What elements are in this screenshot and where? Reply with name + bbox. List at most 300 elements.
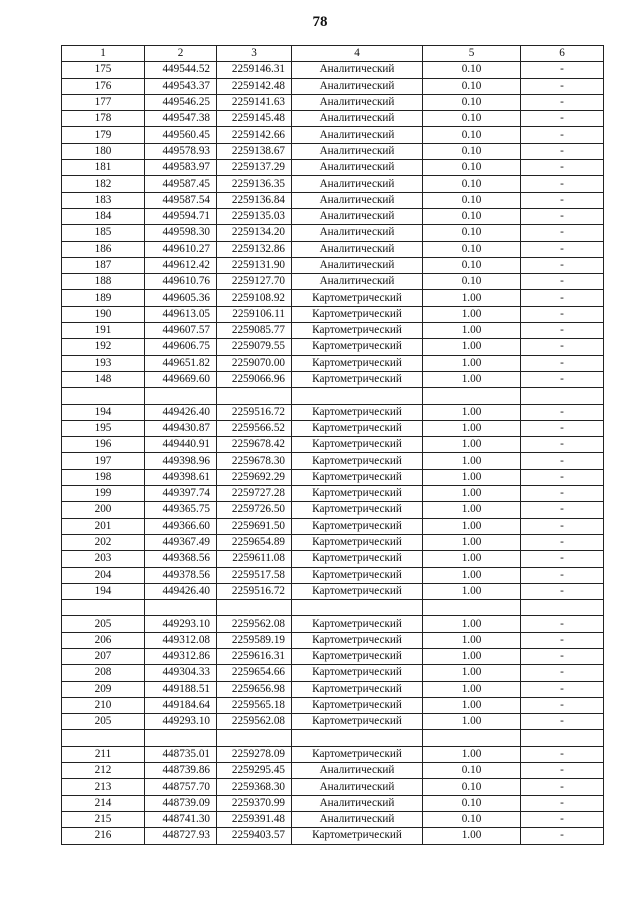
table-row xyxy=(62,697,604,713)
table-header xyxy=(62,46,604,62)
cell-point-number: 205 xyxy=(62,616,145,632)
cell-x-coordinate: 449304.33 xyxy=(145,665,217,681)
cell-y-coordinate: 2259131.90 xyxy=(217,257,292,273)
cell-accuracy: 1.00 xyxy=(423,828,521,844)
cell-x-coordinate: 449607.57 xyxy=(145,323,217,339)
cell-note: - xyxy=(521,681,604,697)
cell-method: Картометрический xyxy=(292,697,423,713)
cell-method: Картометрический xyxy=(292,714,423,730)
cell-x-coordinate: 448739.86 xyxy=(145,763,217,779)
cell-method: Картометрический xyxy=(292,551,423,567)
cell-x-coordinate: 449612.42 xyxy=(145,257,217,273)
cell-x-coordinate: 449546.25 xyxy=(145,94,217,110)
cell-point-number: 207 xyxy=(62,648,145,664)
cell-note: - xyxy=(521,208,604,224)
table-row xyxy=(62,746,604,762)
cell-accuracy: 1.00 xyxy=(423,502,521,518)
cell-note: - xyxy=(521,763,604,779)
cell-x-coordinate: 449366.60 xyxy=(145,518,217,534)
cell-method: Картометрический xyxy=(292,616,423,632)
cell-note: - xyxy=(521,225,604,241)
cell-point-number: 184 xyxy=(62,208,145,224)
table-row xyxy=(62,127,604,143)
cell-accuracy: 1.00 xyxy=(423,697,521,713)
table-row xyxy=(62,763,604,779)
table-row xyxy=(62,371,604,387)
cell-note: - xyxy=(521,583,604,599)
table-row xyxy=(62,567,604,583)
cell-y-coordinate: 2259070.00 xyxy=(217,355,292,371)
cell-x-coordinate: 449367.49 xyxy=(145,534,217,550)
cell-x-coordinate: 449606.75 xyxy=(145,339,217,355)
cell-x-coordinate: 449378.56 xyxy=(145,567,217,583)
cell-y-coordinate: 2259565.18 xyxy=(217,697,292,713)
cell-method: Картометрический xyxy=(292,632,423,648)
cell-accuracy: 1.00 xyxy=(423,290,521,306)
cell-note: - xyxy=(521,437,604,453)
cell-accuracy: 1.00 xyxy=(423,551,521,567)
cell-note: - xyxy=(521,160,604,176)
cell-accuracy: 1.00 xyxy=(423,681,521,697)
cell-y-coordinate: 2259566.52 xyxy=(217,420,292,436)
cell-point-number: 206 xyxy=(62,632,145,648)
cell-note: - xyxy=(521,665,604,681)
header-row xyxy=(62,46,604,62)
cell-y-coordinate: 2259106.11 xyxy=(217,306,292,322)
cell-x-coordinate: 449397.74 xyxy=(145,486,217,502)
cell-method: Аналитический xyxy=(292,127,423,143)
cell-x-coordinate: 449651.82 xyxy=(145,355,217,371)
cell-method: Аналитический xyxy=(292,763,423,779)
cell-point-number: 186 xyxy=(62,241,145,257)
cell-point-number: 201 xyxy=(62,518,145,534)
cell-note: - xyxy=(521,697,604,713)
cell-point-number: 192 xyxy=(62,339,145,355)
cell-y-coordinate: 2259654.66 xyxy=(217,665,292,681)
cell-y-coordinate: 2259085.77 xyxy=(217,323,292,339)
cell-point-number: 183 xyxy=(62,192,145,208)
cell-method: Картометрический xyxy=(292,534,423,550)
cell-x-coordinate: 449544.52 xyxy=(145,62,217,78)
cell-y-coordinate: 2259127.70 xyxy=(217,274,292,290)
cell-y-coordinate: 2259391.48 xyxy=(217,811,292,827)
table-row xyxy=(62,518,604,534)
cell-point-number: 210 xyxy=(62,697,145,713)
cell-x-coordinate: 449368.56 xyxy=(145,551,217,567)
cell-method: Аналитический xyxy=(292,811,423,827)
column-header-6: 6 xyxy=(521,46,604,62)
cell-method: Картометрический xyxy=(292,746,423,762)
cell-note: - xyxy=(521,323,604,339)
cell-point-number: 198 xyxy=(62,469,145,485)
table-row xyxy=(62,551,604,567)
cell-note: - xyxy=(521,502,604,518)
cell-accuracy: 1.00 xyxy=(423,420,521,436)
table-row xyxy=(62,274,604,290)
cell-point-number: 216 xyxy=(62,828,145,844)
table-row xyxy=(62,388,604,404)
cell-note: - xyxy=(521,274,604,290)
cell-y-coordinate: 2259656.98 xyxy=(217,681,292,697)
cell-y-coordinate: 2259136.35 xyxy=(217,176,292,192)
table-row xyxy=(62,192,604,208)
cell-y-coordinate: 2259141.63 xyxy=(217,94,292,110)
cell-note: - xyxy=(521,94,604,110)
cell-y-coordinate: 2259691.50 xyxy=(217,518,292,534)
cell-y-coordinate: 2259370.99 xyxy=(217,795,292,811)
cell-x-coordinate: 449669.60 xyxy=(145,371,217,387)
cell-method: Картометрический xyxy=(292,583,423,599)
cell-point-number xyxy=(62,388,145,404)
coordinates-table xyxy=(61,45,604,845)
cell-note: - xyxy=(521,518,604,534)
table-row xyxy=(62,355,604,371)
column-header-2: 2 xyxy=(145,46,217,62)
cell-x-coordinate: 449293.10 xyxy=(145,616,217,632)
cell-method: Аналитический xyxy=(292,176,423,192)
cell-method: Аналитический xyxy=(292,225,423,241)
cell-method: Картометрический xyxy=(292,518,423,534)
table-row xyxy=(62,616,604,632)
table-row xyxy=(62,779,604,795)
cell-x-coordinate: 448741.30 xyxy=(145,811,217,827)
cell-y-coordinate xyxy=(217,730,292,746)
table-body xyxy=(62,62,604,844)
cell-method: Аналитический xyxy=(292,94,423,110)
cell-point-number: 213 xyxy=(62,779,145,795)
cell-x-coordinate: 449583.97 xyxy=(145,160,217,176)
cell-method: Аналитический xyxy=(292,241,423,257)
cell-note xyxy=(521,600,604,616)
cell-y-coordinate: 2259278.09 xyxy=(217,746,292,762)
cell-point-number: 202 xyxy=(62,534,145,550)
cell-point-number: 203 xyxy=(62,551,145,567)
cell-note: - xyxy=(521,257,604,273)
cell-note xyxy=(521,388,604,404)
cell-x-coordinate: 449560.45 xyxy=(145,127,217,143)
cell-note: - xyxy=(521,746,604,762)
cell-accuracy: 1.00 xyxy=(423,306,521,322)
cell-accuracy xyxy=(423,730,521,746)
cell-x-coordinate: 449312.08 xyxy=(145,632,217,648)
cell-y-coordinate: 2259136.84 xyxy=(217,192,292,208)
cell-method: Аналитический xyxy=(292,257,423,273)
cell-point-number: 197 xyxy=(62,453,145,469)
cell-method: Картометрический xyxy=(292,648,423,664)
cell-accuracy: 0.10 xyxy=(423,208,521,224)
cell-note: - xyxy=(521,534,604,550)
cell-x-coordinate: 449440.91 xyxy=(145,437,217,453)
table-row xyxy=(62,453,604,469)
cell-x-coordinate: 449188.51 xyxy=(145,681,217,697)
cell-accuracy: 1.00 xyxy=(423,355,521,371)
cell-accuracy: 1.00 xyxy=(423,469,521,485)
table-row xyxy=(62,404,604,420)
cell-accuracy: 0.10 xyxy=(423,127,521,143)
cell-accuracy: 1.00 xyxy=(423,339,521,355)
table-row xyxy=(62,795,604,811)
cell-method: Аналитический xyxy=(292,160,423,176)
column-header-3: 3 xyxy=(217,46,292,62)
cell-point-number: 215 xyxy=(62,811,145,827)
cell-x-coordinate: 449365.75 xyxy=(145,502,217,518)
table-row xyxy=(62,306,604,322)
cell-note: - xyxy=(521,192,604,208)
table-row xyxy=(62,143,604,159)
cell-note: - xyxy=(521,632,604,648)
cell-method xyxy=(292,600,423,616)
cell-note: - xyxy=(521,404,604,420)
cell-note: - xyxy=(521,143,604,159)
cell-point-number: 200 xyxy=(62,502,145,518)
cell-accuracy: 0.10 xyxy=(423,160,521,176)
page-number: 78 xyxy=(312,14,328,30)
cell-method: Картометрический xyxy=(292,306,423,322)
cell-method: Аналитический xyxy=(292,274,423,290)
cell-accuracy: 1.00 xyxy=(423,437,521,453)
cell-point-number: 187 xyxy=(62,257,145,273)
cell-point-number xyxy=(62,600,145,616)
cell-method: Аналитический xyxy=(292,143,423,159)
cell-y-coordinate: 2259616.31 xyxy=(217,648,292,664)
cell-accuracy: 0.10 xyxy=(423,78,521,94)
table-row xyxy=(62,160,604,176)
cell-y-coordinate: 2259692.29 xyxy=(217,469,292,485)
cell-note: - xyxy=(521,811,604,827)
cell-note: - xyxy=(521,616,604,632)
table-row xyxy=(62,111,604,127)
table-row xyxy=(62,339,604,355)
cell-x-coordinate: 449293.10 xyxy=(145,714,217,730)
cell-x-coordinate: 449547.38 xyxy=(145,111,217,127)
cell-point-number: 178 xyxy=(62,111,145,127)
cell-accuracy: 0.10 xyxy=(423,111,521,127)
cell-y-coordinate xyxy=(217,600,292,616)
table-row xyxy=(62,730,604,746)
cell-point-number: 208 xyxy=(62,665,145,681)
cell-method: Аналитический xyxy=(292,795,423,811)
cell-y-coordinate: 2259516.72 xyxy=(217,583,292,599)
cell-y-coordinate: 2259142.48 xyxy=(217,78,292,94)
cell-accuracy: 0.10 xyxy=(423,257,521,273)
cell-point-number: 194 xyxy=(62,583,145,599)
cell-note: - xyxy=(521,486,604,502)
cell-point-number: 195 xyxy=(62,420,145,436)
cell-y-coordinate: 2259678.30 xyxy=(217,453,292,469)
cell-accuracy: 1.00 xyxy=(423,486,521,502)
cell-method: Картометрический xyxy=(292,404,423,420)
cell-note: - xyxy=(521,714,604,730)
cell-point-number: 212 xyxy=(62,763,145,779)
cell-note: - xyxy=(521,648,604,664)
cell-x-coordinate: 449613.05 xyxy=(145,306,217,322)
column-header-1: 1 xyxy=(62,46,145,62)
cell-accuracy: 1.00 xyxy=(423,404,521,420)
cell-method: Аналитический xyxy=(292,78,423,94)
cell-y-coordinate: 2259134.20 xyxy=(217,225,292,241)
cell-accuracy: 0.10 xyxy=(423,94,521,110)
cell-y-coordinate: 2259562.08 xyxy=(217,714,292,730)
cell-accuracy: 1.00 xyxy=(423,518,521,534)
column-header-5: 5 xyxy=(423,46,521,62)
cell-point-number: 148 xyxy=(62,371,145,387)
cell-note: - xyxy=(521,469,604,485)
table-row xyxy=(62,648,604,664)
cell-x-coordinate: 449426.40 xyxy=(145,583,217,599)
cell-accuracy xyxy=(423,600,521,616)
cell-note: - xyxy=(521,420,604,436)
table-row xyxy=(62,600,604,616)
cell-y-coordinate: 2259611.08 xyxy=(217,551,292,567)
cell-note: - xyxy=(521,355,604,371)
cell-x-coordinate: 448739.09 xyxy=(145,795,217,811)
cell-point-number: 196 xyxy=(62,437,145,453)
cell-point-number: 185 xyxy=(62,225,145,241)
cell-method: Аналитический xyxy=(292,208,423,224)
cell-x-coordinate xyxy=(145,388,217,404)
cell-note: - xyxy=(521,795,604,811)
cell-method: Картометрический xyxy=(292,681,423,697)
table-row xyxy=(62,437,604,453)
cell-x-coordinate: 449587.54 xyxy=(145,192,217,208)
cell-y-coordinate: 2259517.58 xyxy=(217,567,292,583)
table-row xyxy=(62,811,604,827)
cell-method: Картометрический xyxy=(292,502,423,518)
cell-point-number: 204 xyxy=(62,567,145,583)
cell-accuracy: 0.10 xyxy=(423,274,521,290)
cell-accuracy: 0.10 xyxy=(423,779,521,795)
table-row xyxy=(62,257,604,273)
table-row xyxy=(62,828,604,844)
table-row xyxy=(62,583,604,599)
table-row xyxy=(62,323,604,339)
cell-x-coordinate: 449543.37 xyxy=(145,78,217,94)
cell-method: Картометрический xyxy=(292,290,423,306)
cell-note: - xyxy=(521,339,604,355)
cell-method: Картометрический xyxy=(292,420,423,436)
cell-x-coordinate: 449598.30 xyxy=(145,225,217,241)
cell-point-number xyxy=(62,730,145,746)
table-row xyxy=(62,290,604,306)
cell-x-coordinate: 448727.93 xyxy=(145,828,217,844)
cell-method: Аналитический xyxy=(292,192,423,208)
cell-note: - xyxy=(521,779,604,795)
cell-accuracy: 1.00 xyxy=(423,714,521,730)
cell-note: - xyxy=(521,62,604,78)
cell-x-coordinate: 449398.96 xyxy=(145,453,217,469)
table-row xyxy=(62,94,604,110)
cell-accuracy: 0.10 xyxy=(423,795,521,811)
cell-x-coordinate xyxy=(145,600,217,616)
cell-x-coordinate: 449578.93 xyxy=(145,143,217,159)
cell-point-number: 175 xyxy=(62,62,145,78)
cell-note: - xyxy=(521,127,604,143)
cell-y-coordinate: 2259142.66 xyxy=(217,127,292,143)
cell-method: Аналитический xyxy=(292,62,423,78)
cell-y-coordinate: 2259727.28 xyxy=(217,486,292,502)
cell-method: Картометрический xyxy=(292,567,423,583)
cell-x-coordinate: 448735.01 xyxy=(145,746,217,762)
cell-method: Картометрический xyxy=(292,828,423,844)
cell-accuracy: 1.00 xyxy=(423,648,521,664)
cell-accuracy: 0.10 xyxy=(423,763,521,779)
cell-y-coordinate: 2259295.45 xyxy=(217,763,292,779)
cell-x-coordinate: 449312.86 xyxy=(145,648,217,664)
table-row xyxy=(62,420,604,436)
cell-accuracy: 0.10 xyxy=(423,192,521,208)
cell-method xyxy=(292,388,423,404)
table-row xyxy=(62,486,604,502)
table-row xyxy=(62,502,604,518)
cell-y-coordinate: 2259138.67 xyxy=(217,143,292,159)
cell-point-number: 190 xyxy=(62,306,145,322)
cell-method: Картометрический xyxy=(292,469,423,485)
table-row xyxy=(62,632,604,648)
cell-accuracy xyxy=(423,388,521,404)
cell-x-coordinate: 448757.70 xyxy=(145,779,217,795)
table-row xyxy=(62,665,604,681)
column-header-4: 4 xyxy=(292,46,423,62)
cell-note: - xyxy=(521,290,604,306)
cell-accuracy: 0.10 xyxy=(423,225,521,241)
cell-point-number: 209 xyxy=(62,681,145,697)
table-row xyxy=(62,534,604,550)
cell-point-number: 180 xyxy=(62,143,145,159)
cell-accuracy: 1.00 xyxy=(423,323,521,339)
cell-accuracy: 0.10 xyxy=(423,811,521,827)
table-row xyxy=(62,78,604,94)
cell-note: - xyxy=(521,78,604,94)
cell-method: Картометрический xyxy=(292,453,423,469)
table-row xyxy=(62,176,604,192)
cell-accuracy: 1.00 xyxy=(423,371,521,387)
cell-y-coordinate: 2259368.30 xyxy=(217,779,292,795)
table-row xyxy=(62,681,604,697)
table-row xyxy=(62,208,604,224)
cell-accuracy: 0.10 xyxy=(423,143,521,159)
cell-note: - xyxy=(521,567,604,583)
cell-point-number: 191 xyxy=(62,323,145,339)
cell-x-coordinate: 449610.27 xyxy=(145,241,217,257)
cell-accuracy: 1.00 xyxy=(423,746,521,762)
cell-method xyxy=(292,730,423,746)
table-row xyxy=(62,241,604,257)
cell-y-coordinate: 2259516.72 xyxy=(217,404,292,420)
cell-accuracy: 1.00 xyxy=(423,453,521,469)
cell-point-number: 194 xyxy=(62,404,145,420)
cell-note: - xyxy=(521,306,604,322)
table-row xyxy=(62,469,604,485)
table-row xyxy=(62,714,604,730)
cell-point-number: 188 xyxy=(62,274,145,290)
cell-accuracy: 1.00 xyxy=(423,616,521,632)
cell-y-coordinate: 2259726.50 xyxy=(217,502,292,518)
cell-method: Аналитический xyxy=(292,111,423,127)
cell-x-coordinate: 449605.36 xyxy=(145,290,217,306)
cell-point-number: 181 xyxy=(62,160,145,176)
cell-accuracy: 0.10 xyxy=(423,176,521,192)
cell-note: - xyxy=(521,176,604,192)
cell-accuracy: 1.00 xyxy=(423,534,521,550)
cell-note: - xyxy=(521,111,604,127)
cell-point-number: 193 xyxy=(62,355,145,371)
cell-y-coordinate: 2259654.89 xyxy=(217,534,292,550)
cell-x-coordinate: 449587.45 xyxy=(145,176,217,192)
cell-point-number: 177 xyxy=(62,94,145,110)
cell-x-coordinate: 449426.40 xyxy=(145,404,217,420)
cell-y-coordinate: 2259146.31 xyxy=(217,62,292,78)
cell-point-number: 214 xyxy=(62,795,145,811)
